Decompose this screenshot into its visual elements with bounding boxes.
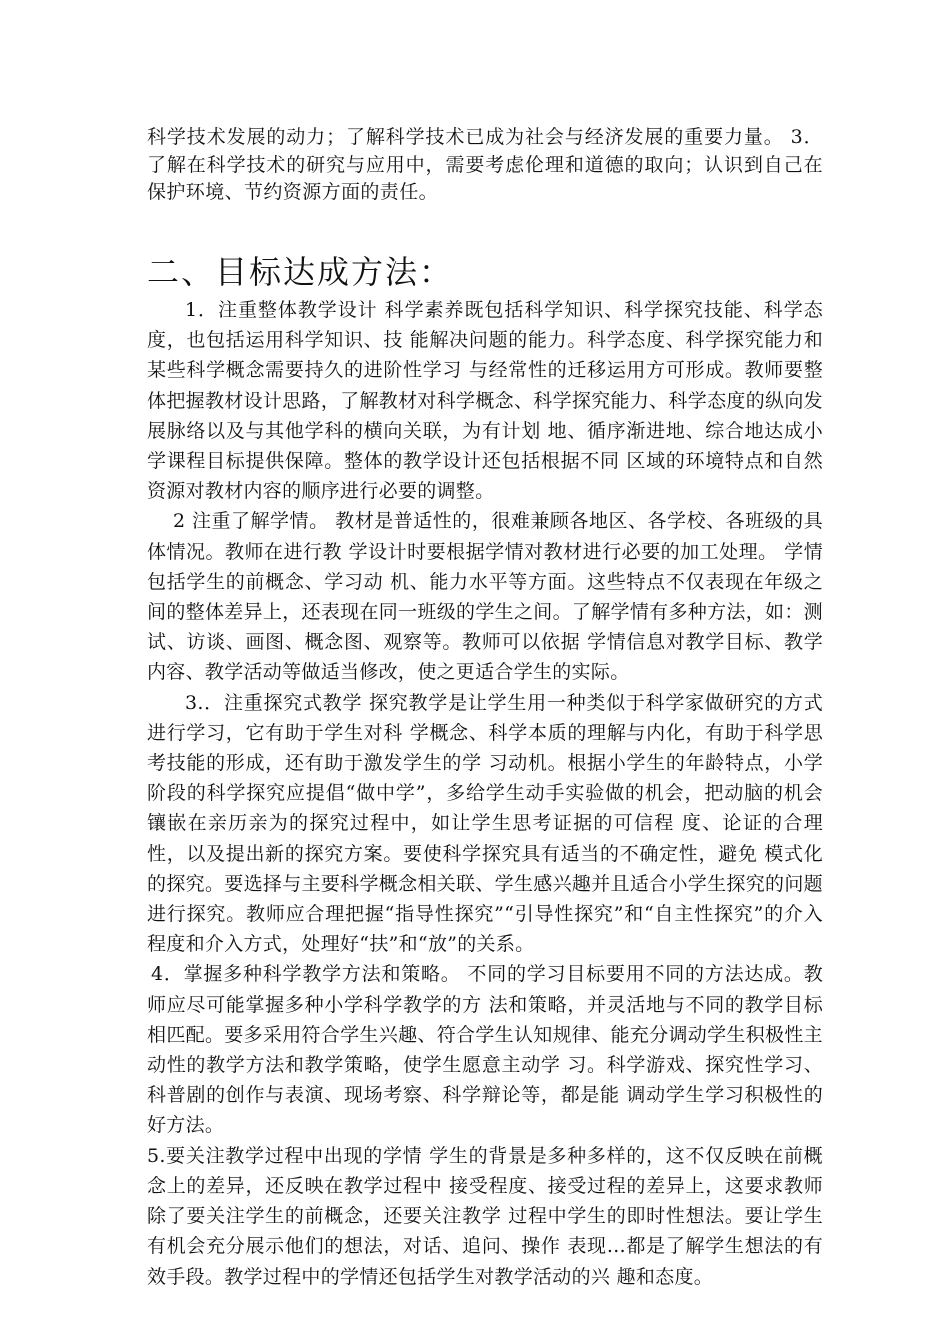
section-heading: 二、目标达成方法： xyxy=(147,253,454,291)
paragraph-4: 4．掌握多种科学教学方法和策略。 不同的学习目标要用不同的方法达成。教师应尽可能掌握多种小学科学教学的方 法和策略，并灵活地与不同的教学目标相匹配。要多采用符合学生兴趣、符合学生认知规律、能充分调动学生积极性主动性的教学方法和教学策略，使学生愿意主动学 习。科学游戏、探究性学习、科普剧的创作与表演、现场考察、科学辩论等，都是能 调动学生学习积极性的好方法。 xyxy=(147,963,823,1137)
intro-paragraph: 科学技术发展的动力；了解科学技术已成为社会与经济发展的重要力量。 3．了解在科学技术的研究与应用中，需要考虑伦理和道德的取向；认识到自己在 保护环境、节约资源方面的责任。 xyxy=(147,126,823,203)
paragraph-5: 5.要关注教学过程中出现的学情 学生的背景是多种多样的，这不仅反映在前概念上的差异，还反映在教学过程中 接受程度、接受过程的差异上，这要求教师除了要关注学生的前概念，还要关注教学 过程中学生的即时性想法。要让学生有机会充分展示他们的想法，对话、追问、操作 表现…都是了解学生想法的有效手段。教学过程中的学情还包括学生对教学活动的兴 趣和态度。 xyxy=(147,1144,823,1288)
paragraph-3: 3.．注重探究式教学 探究教学是让学生用一种类似于科学家做研究的方式进行学习，它有助于学生对科 学概念、科学本质的理解与内化，有助于科学思考技能的形成，还有助于激发学生的学 习动机。根据小学生的年龄特点，小学阶段的科学探究应提倡“做中学”，多给学生动手实验做的机会，把动脑的机会镶嵌在亲历亲为的探究过程中，如让学生思考证据的可信程 度、论证的合理性，以及提出新的探究方案。要使科学探究具有适当的不确定性，避免 模式化的探究。要选择与主要科学概念相关联、学生感兴趣并且适合小学生探究的问题进行探究。教师应合理把握“指导性探究”“引导性探究”和“自主性探究”的介入 程度和介入方式，处理好“扶”和“放”的关系。 xyxy=(147,691,823,956)
paragraph-1: 1．注重整体教学设计 科学素养既包括科学知识、科学探究技能、科学态度，也包括运用科学知识、技 能解决问题的能力。科学态度、科学探究能力和某些科学概念需要持久的进阶性学习 与经常性的迁移运用方可形成。教师要整体把握教材设计思路，了解教材对科学概念、科学探究能力、科学态度的纵向发展脉络以及与其他学科的横向关联，为有计划 地、循序渐进地、综合地达成小学课程目标提供保障。整体的教学设计还包括根据不同 区域的环境特点和自然资源对教材内容的顺序进行必要的调整。 xyxy=(147,299,823,503)
section-body xyxy=(147,295,823,1292)
paragraph-2: 2 注重了解学情。 教材是普适性的，很难兼顾各地区、各学校、各班级的具体情况。教师在进行教 学设计时要根据学情对教材进行必要的加工处理。 学情包括学生的前概念、学习动 机、能力水平等方面。这些特点不仅表现在年级之间的整体差异上，还表现在同一班级的学生之间。了解学情有多种方法，如：测试、访谈、画图、概念图、观察等。教师可以依据 学情信息对教学目标、教学内容、教学活动等做适当修改，使之更适合学生的实际。 xyxy=(147,510,823,684)
